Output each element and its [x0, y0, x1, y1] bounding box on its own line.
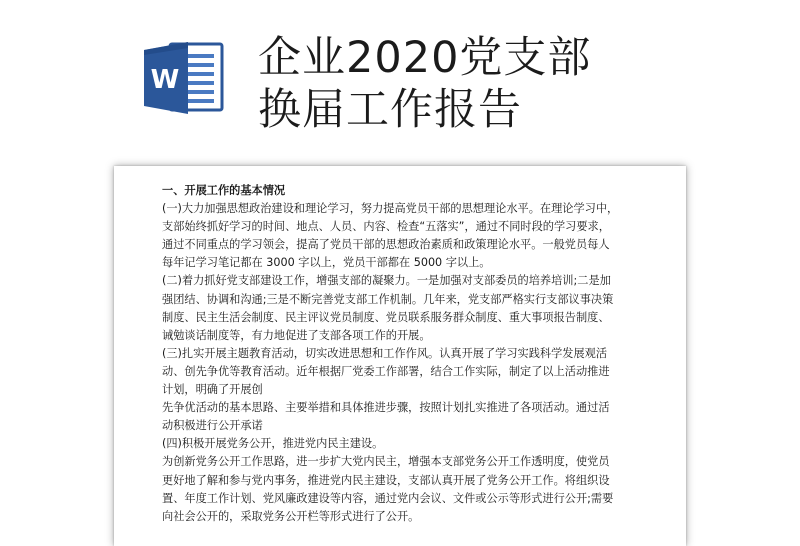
text-line: (二)着力抓好党支部建设工作，增强支部的凝聚力。一是加强对支部委员的培养培训;二是加	[162, 274, 611, 288]
text-line: 制度、民主生活会制度、民主评议党员制度、党员联系服务群众制度、重大事项报告制度、	[162, 310, 610, 324]
text-line: 每年记学习笔记都在 3000 字以上，党员干部都在 5000 字以上。	[162, 256, 491, 270]
word-icon-letter: W	[150, 65, 180, 95]
text-line: (一)大力加强思想政治建设和理论学习，努力提高党员干部的思想理论水平。在理论学习中，	[162, 202, 619, 216]
page-title	[258, 32, 778, 136]
text-line: 动积极进行公开承诺	[162, 419, 263, 433]
text-line: 动、创先争优等教育活动。近年根据厂党委工作部署，结合工作实际，制定了以上活动推进	[162, 364, 610, 378]
text-line: 支部始终抓好学习的时间、地点、人员、内容、检查“五落实”，通过不同时段的学习要求，	[162, 220, 610, 234]
document-page-preview	[114, 166, 686, 546]
section-heading: 一、开展工作的基本情况	[162, 184, 286, 197]
text-line: 置、年度工作计划、党风廉政建设等内容，通过党内会议、文件或公示等形式进行公开;需要	[162, 491, 614, 505]
text-line: (三)扎实开展主题教育活动，切实改进思想和工作作风。认真开展了学习实践科学发展观活	[162, 346, 608, 360]
text-line: 诫勉谈话制度等，有力地促进了支部各项工作的开展。	[162, 328, 431, 342]
text-line: 强团结、协调和沟通;三是不断完善党支部工作机制。几年来，党支部严格实行支部议事决策	[162, 292, 614, 306]
text-line: 为创新党务公开工作思路，进一步扩大党内民主，增强本支部党务公开工作透明度，使党员	[162, 455, 610, 469]
document-body	[162, 182, 652, 526]
word-document-icon	[140, 34, 228, 122]
text-line: (四)积极开展党务公开，推进党内民主建设。	[162, 437, 384, 451]
text-line: 计划，明确了开展创	[162, 383, 263, 397]
header	[0, 0, 800, 160]
text-line: 通过不同重点的学习领会，提高了党员干部的思想政治素质和政策理论水平。一般党员每人	[162, 238, 610, 252]
text-line: 向社会公开的，采取党务公开栏等形式进行了公开。	[162, 509, 420, 523]
page-title-line-2: 换届工作报告	[258, 85, 522, 135]
page-title-line-1: 企业2020党支部	[258, 33, 592, 83]
text-line: 更好地了解和参与党内事务，推进党内民主建设，支部认真开展了党务公开工作。将组织设	[162, 473, 610, 487]
text-line: 先争优活动的基本思路、主要举措和具体推进步骤，按照计划扎实推进了各项活动。通过活	[162, 401, 610, 415]
